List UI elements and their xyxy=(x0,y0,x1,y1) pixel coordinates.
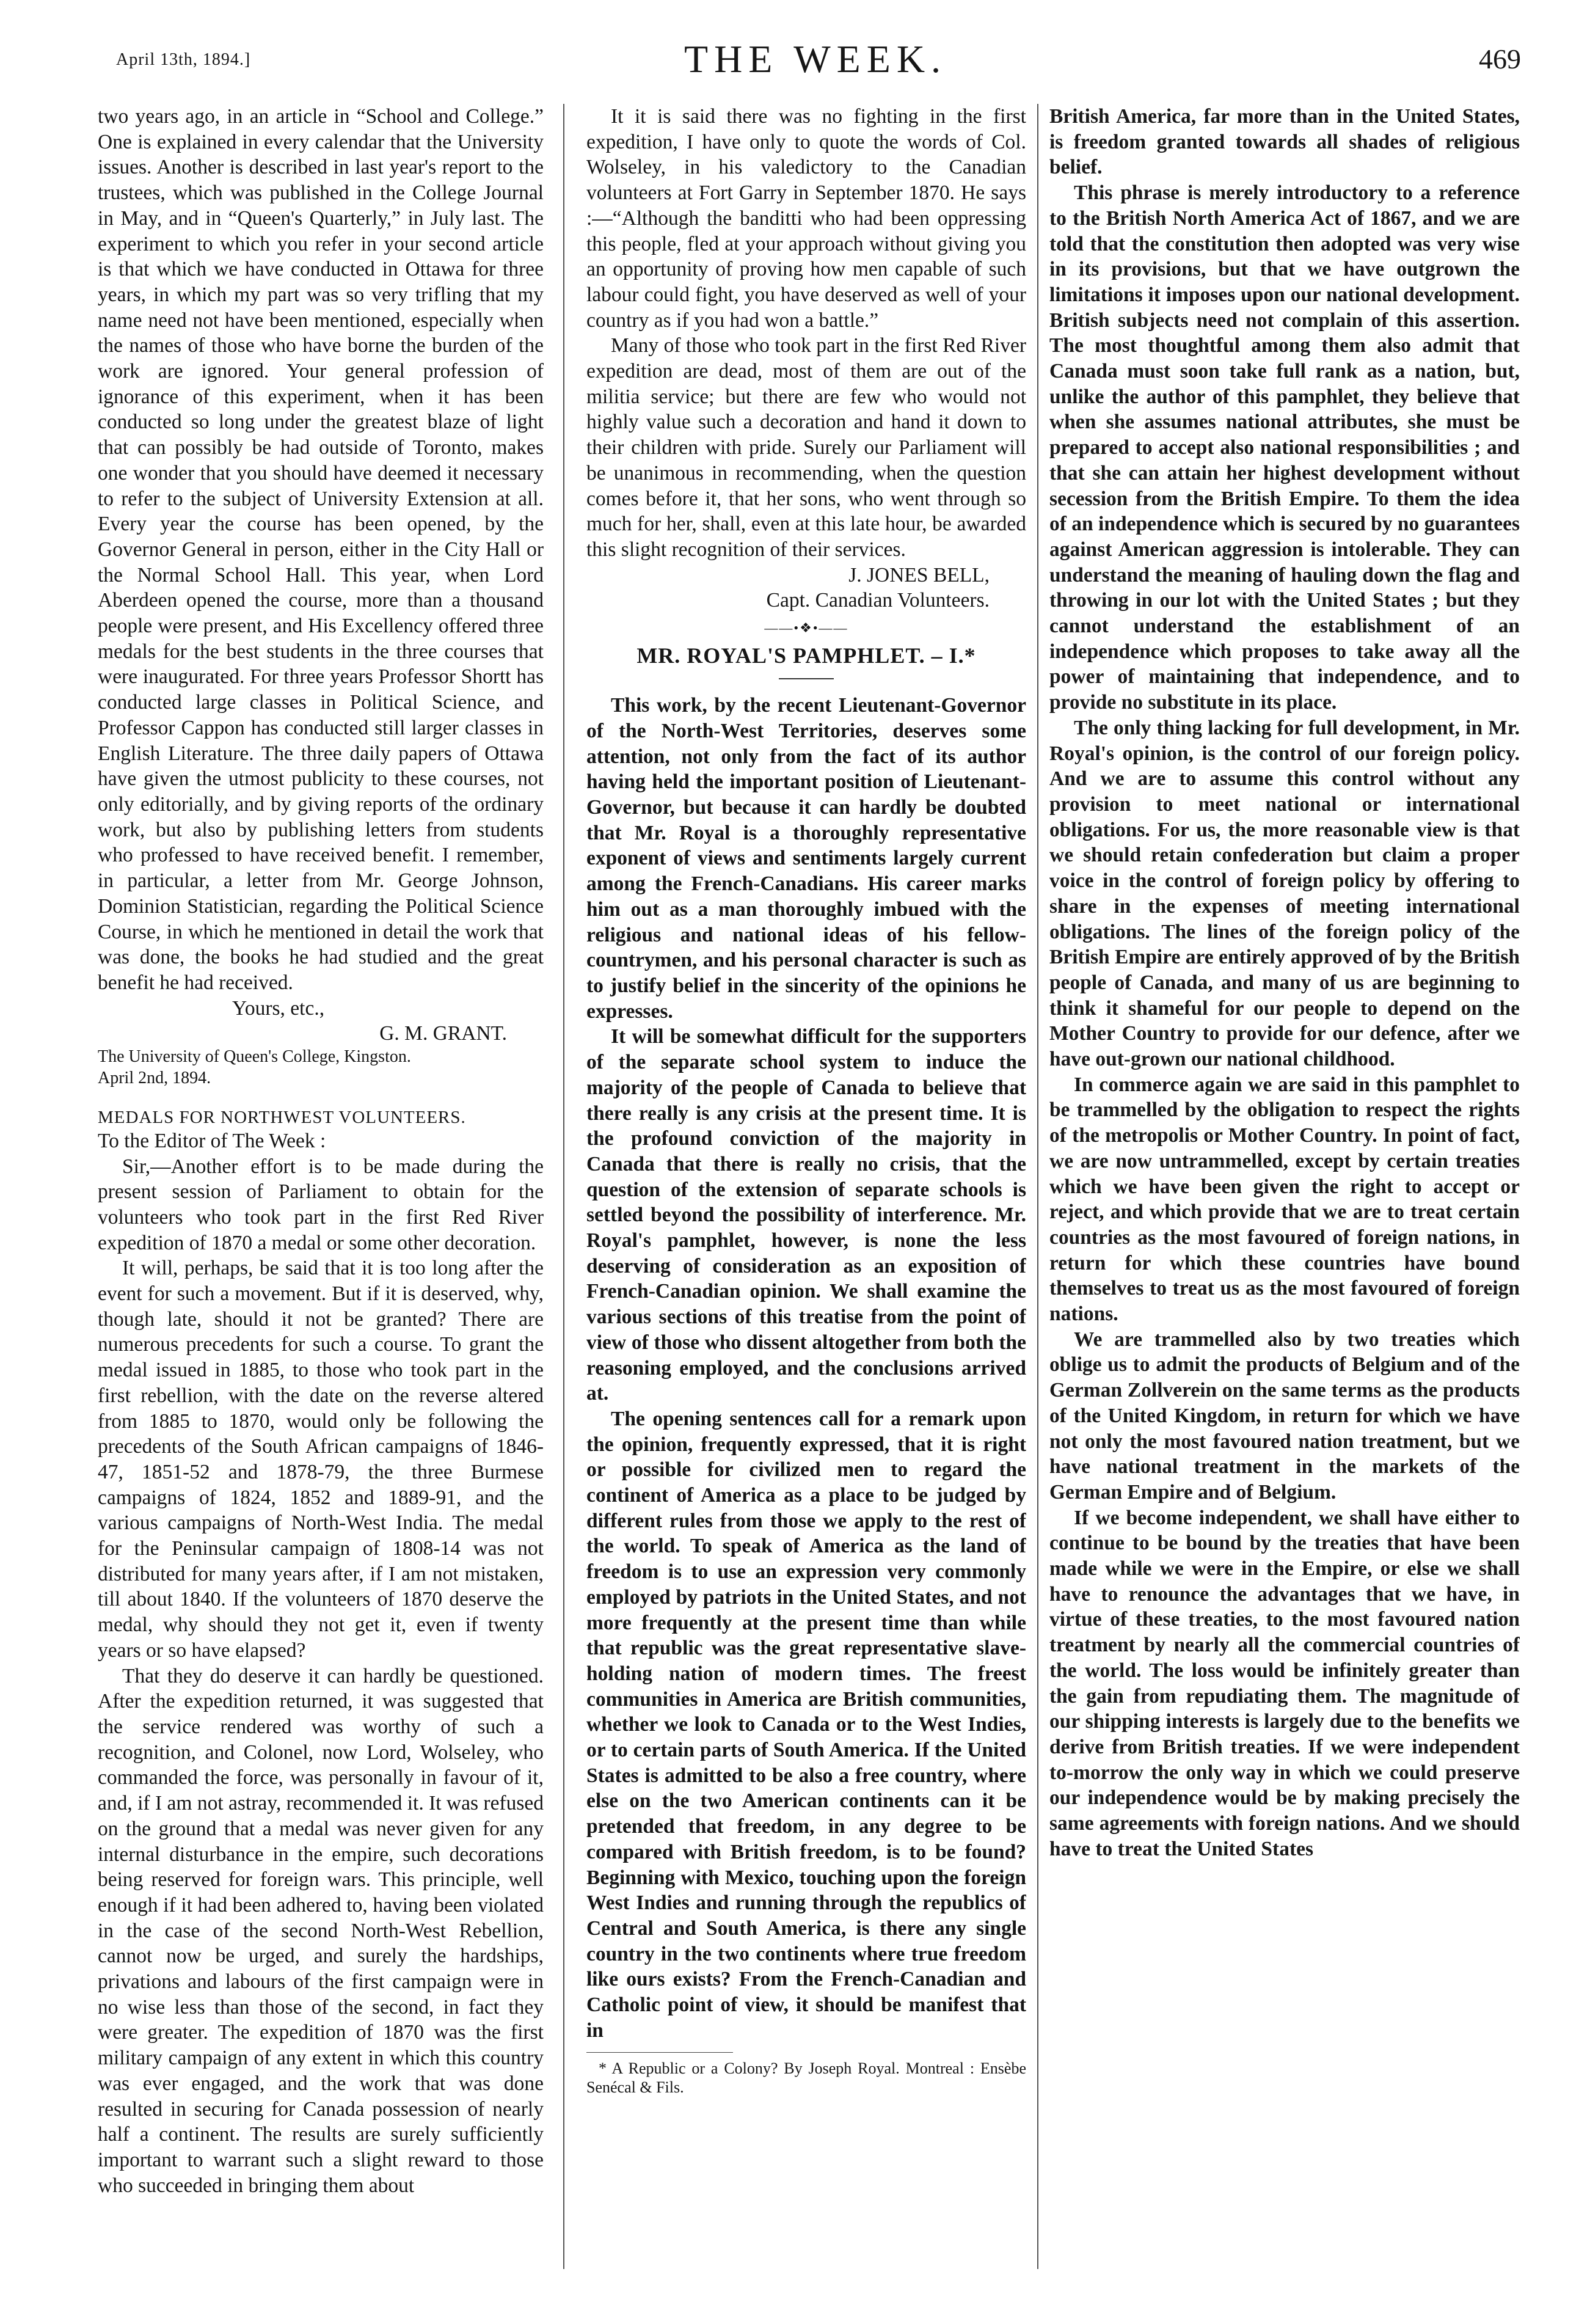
article-paragraph: It will be somewhat difficult for the supporters of the separate school system to induce the majority of the people of Canada to believe that there really is any crisis at the present time. It is the profound conviction of the majority in Canada that there is really no crisis, that the question of the extension of separate schools is settled beyond the possibility of interference. Mr. Royal's pamphlet, however, is none the less deserving of consideration as an exposition of French-Canadian opinion. We shall examine the various sections of this treatise from the point of view of those who dissent altogether from both the reasoning employed, and the conclusions arrived at. xyxy=(586,1025,1026,1405)
article-title: MR. ROYAL'S PAMPHLET. – I.* xyxy=(636,643,976,668)
column-middle xyxy=(586,104,1026,2275)
article-paragraph: Many of those who took part in the first Red River expedition are dead, most of them are out of the militia service; but there are few who would not highly value such a decoration and hand it down to their children with pride. Surely our Parliament will be unanimous in recommending, when the question comes before it, that her sons, who went through so much for her, shall, even at this late hour, be awarded this slight recognition of their services. xyxy=(586,334,1026,561)
masthead: THE WEEK. xyxy=(684,37,947,81)
page-number: 469 xyxy=(1479,43,1521,75)
letter-dateline: April 2nd, 1894. xyxy=(98,1068,211,1087)
article-paragraph: British America, far more than in the United States, is freedom granted towards all shades of religious belief. xyxy=(1049,105,1520,179)
column-left xyxy=(98,104,544,2275)
letter-paragraph: two years ago, in an article in “School and College.” One is explained in every calendar that the University issues. Another is described in last year's report to the trustees, which was published in the College Journal in May, and in “Queen's Quarterly,” in July last. The experiment to which you refer in your second article is that which we have conducted in Ottawa for three years, in which my part was so very trifling that my name need not have been mentioned, especially when the names of those who have borne the burden of the work are ignored. Your general profession of ignorance of this experiment, when it has been conducted so long under the greatest blaze of light that can possibly be had outside of Toronto, makes one wonder that you should have deemed it necessary to refer to the subject of University Extension at all. Every year the course has been opened, by the Governor General in person, either in the City Hall or the Normal School Hall. This year, when Lord Aberdeen opened the course, more than a thousand people were present, and His Excellency offered three medals for the best students in the three courses that were inaugurated. For three years Professor Shortt has conducted large classes in Political Science, and Professor Cappon has conducted still larger classes in English Literature. The three daily papers of Ottawa have given the utmost publicity to these courses, not only editorially, and by giving reports of the ordinary work, but also by publishing letters from students who professed to have received benefit. I remember, in particular, a letter from Mr. George Johnson, Dominion Statistician, regarding the Political Science Course, in which he mentioned in detail the work that was done, the books he had studied and the great benefit he had received. xyxy=(98,105,544,994)
letter-affiliation: The University of Queen's College, Kingston. xyxy=(98,1047,411,1067)
column-divider-right xyxy=(1037,104,1038,2269)
footnote: * A Republic or a Colony? By Joseph Royal. Montreal : Ensèbe Senécal & Fils. xyxy=(586,2059,1026,2096)
section-ornament: ——•❖•—— xyxy=(764,620,848,636)
article-paragraph: It it is said there was no fighting in the first expedition, I have only to quote the words of Col. Wolseley, in his valedictory to the Canadian volunteers at Fort Garry in September 1870. He says :—“Although the banditti who had been oppressing this people, fled at your approach without giving you an opportunity of proving how men capable of such labour could fight, you have deserved as well of your country as if you had won a battle.” xyxy=(586,105,1026,332)
footnote-rule xyxy=(586,2052,733,2053)
signature-title: Capt. Canadian Volunteers. xyxy=(766,589,990,612)
letter-signature: G. M. GRANT. xyxy=(379,1022,507,1045)
section-title: MEDALS FOR NORTHWEST VOLUNTEERS. xyxy=(98,1107,466,1127)
issue-date: April 13th, 1894.] xyxy=(116,50,251,69)
article-paragraph: This work, by the recent Lieutenant-Governor of the North-West Territories, deserves some attention, not only from the fact of its author having held the important position of Lieutenant-Governor, but because it can hardly be doubted that Mr. Royal is a thoroughly representative exponent of views and sentiments largely current among the French-Canadians. His career marks him out as a man thoroughly imbued with the religious and national ideas of his fellow-countrymen, and his personal character is such as to justify belief in the sincerity of the opinions he expresses. xyxy=(586,694,1026,1023)
column-divider-left xyxy=(563,104,564,2269)
title-rule xyxy=(779,678,834,679)
letter-closing: Yours, etc., xyxy=(232,996,325,1020)
article-paragraph: The only thing lacking for full development, in Mr. Royal's opinion, is the control of our foreign policy. And we are to assume this control without any provision to meet national or international obligations. For us, the more reasonable view is that we should retain confederation but claim a proper voice in the control of foreign policy by offering to share in the expenses of meeting international obligations. The lines of the foreign policy of the British Empire are entirely approved of by the British people of Canada, and many of us are beginning to think it shameful for our people to depend on the Mother Country to provide for our defence, after we have out-grown our national childhood. xyxy=(1049,716,1520,1071)
article-paragraph: This phrase is merely introductory to a reference to the British North America Act of 1867, and we are told that the constitution then adopted was very wise in its provisions, but that we have outgrown the limitations it imposes upon our national development. British subjects need not complain of this assertion. The most thoughtful among them also admit that Canada must soon take full rank as a nation, but, unlike the author of this pamphlet, they believe that when she assumes national attributes, she must be prepared to accept also national responsibilities ; and that she can attain her highest development without secession from the British Empire. To them the idea of an independence which is secured by no guarantees against American aggression is intolerable. They can understand the meaning of hauling down the flag and throwing in our lot with the United States ; but they cannot understand the establishment of an independence which proposes to take away all the power of maintaining that independence, and to provide no substitute in its place. xyxy=(1049,181,1520,714)
salutation: To the Editor of The Week : xyxy=(98,1129,326,1152)
article-paragraph: Sir,—Another effort is to be made during the present session of Parliament to obtain for the volunteers who took part in the first Red River expedition of 1870 a medal or some other decoration. xyxy=(98,1155,544,1254)
article-paragraph: The opening sentences call for a remark upon the opinion, frequently expressed, that it is right or possible for civilized men to regard the continent of America as a place to be judged by different rules from those we apply to the rest of the world. To speak of America as the land of freedom is to use an expression very commonly employed by patriots in the United States, and not more frequently at the present time than while that republic was the great representative slave-holding nation of modern times. The freest communities in America are British communities, whether we look to Canada or to the West Indies, or to certain parts of South America. If the United States is admitted to be also a free country, where else on the two American continents can it be pretended that freedom, in any degree to be compared with British freedom, is to be found? Beginning with Mexico, touching upon the foreign West Indies and running through the republics of Central and South America, is there any single country in the two continents where true freedom like ours exists? From the French-Canadian and Catholic point of view, it should be manifest that in xyxy=(586,1407,1026,2042)
page-header xyxy=(110,37,1521,86)
article-paragraph: That they do deserve it can hardly be questioned. After the expedition returned, it was suggested that the service rendered was worthy of such a recognition, and Colonel, now Lord, Wolseley, who commanded the force, was personally in favour of it, and, if I am not astray, recommended it. It was refused on the ground that a medal was never given for any internal disturbance in the empire, such decorations being reserved for foreign wars. This principle, well enough if it had been adhered to, having been violated in the case of the second North-West Rebellion, cannot now be urged, and surely the hardships, privations and labours of the first campaign were in no wise less than those of the second, in fact they were greater. The expedition of 1870 was the first military campaign of any extent in which this country was ever engaged, and the work that was done resulted in securing for Canada possession of nearly half a continent. The results are surely sufficiently important to warrant such a slight reward to those who succeeded in bringing them about xyxy=(98,1664,544,2197)
letter-signature: J. JONES BELL, xyxy=(848,563,990,586)
column-right xyxy=(1049,104,1520,2275)
article-paragraph: It will, perhaps, be said that it is too long after the event for such a movement. But if it is deserved, why, though late, should it not be granted? There are numerous precedents for such a course. To grant the medal issued in 1885, to those who took part in the first rebellion, with the date on the reverse altered from 1885 to 1870, would only be following the precedents of the South African campaigns of 1846-47, 1851-52 and 1878-79, the three Burmese campaigns of 1824, 1852 and 1889-91, and the various campaigns of North-West India. The medal for the Peninsular campaign of 1808-14 was not distributed for many years after, if I am not mistaken, till about 1840. If the volunteers of 1870 deserve the medal, why should they not get it, even if twenty years or so have elapsed? xyxy=(98,1257,544,1662)
article-body xyxy=(586,693,1026,2043)
article-paragraph: In commerce again we are said in this pamphlet to be trammelled by the obligation to respect the rights of the metropolis or Mother Country. In point of fact, we are now untrammelled, except by certain treaties which we have been given the right to accept or reject, and which provide that we are to treat certain countries as the most favoured of foreign nations, in return for which these countries have bound themselves to treat us as the most favoured of foreign nations. xyxy=(1049,1073,1520,1326)
article-paragraph: If we become independent, we shall have either to continue to be bound by the treaties that have been made while we were in the Empire, or else we shall have to renounce the advantages that we have, in virtue of these treaties, to the most favoured nation treatment by nearly all the commercial countries of the world. The loss would be infinitely greater than the gain from repudiating them. The magnitude of our shipping interests is largely due to the benefits we derive from British treaties. If we were independent to-morrow the only way in which we could preserve our independence would be by making precisely the same agreements with foreign nations. And we should have to treat the United States xyxy=(1049,1506,1520,1860)
article-paragraph: We are trammelled also by two treaties which oblige us to admit the products of Belgium and of the German Zollverein on the same terms as the products of the United Kingdom, in return for which we have not only the most favoured nation treatment, but we have national treatment in the markets of the German Empire and of Belgium. xyxy=(1049,1328,1520,1504)
